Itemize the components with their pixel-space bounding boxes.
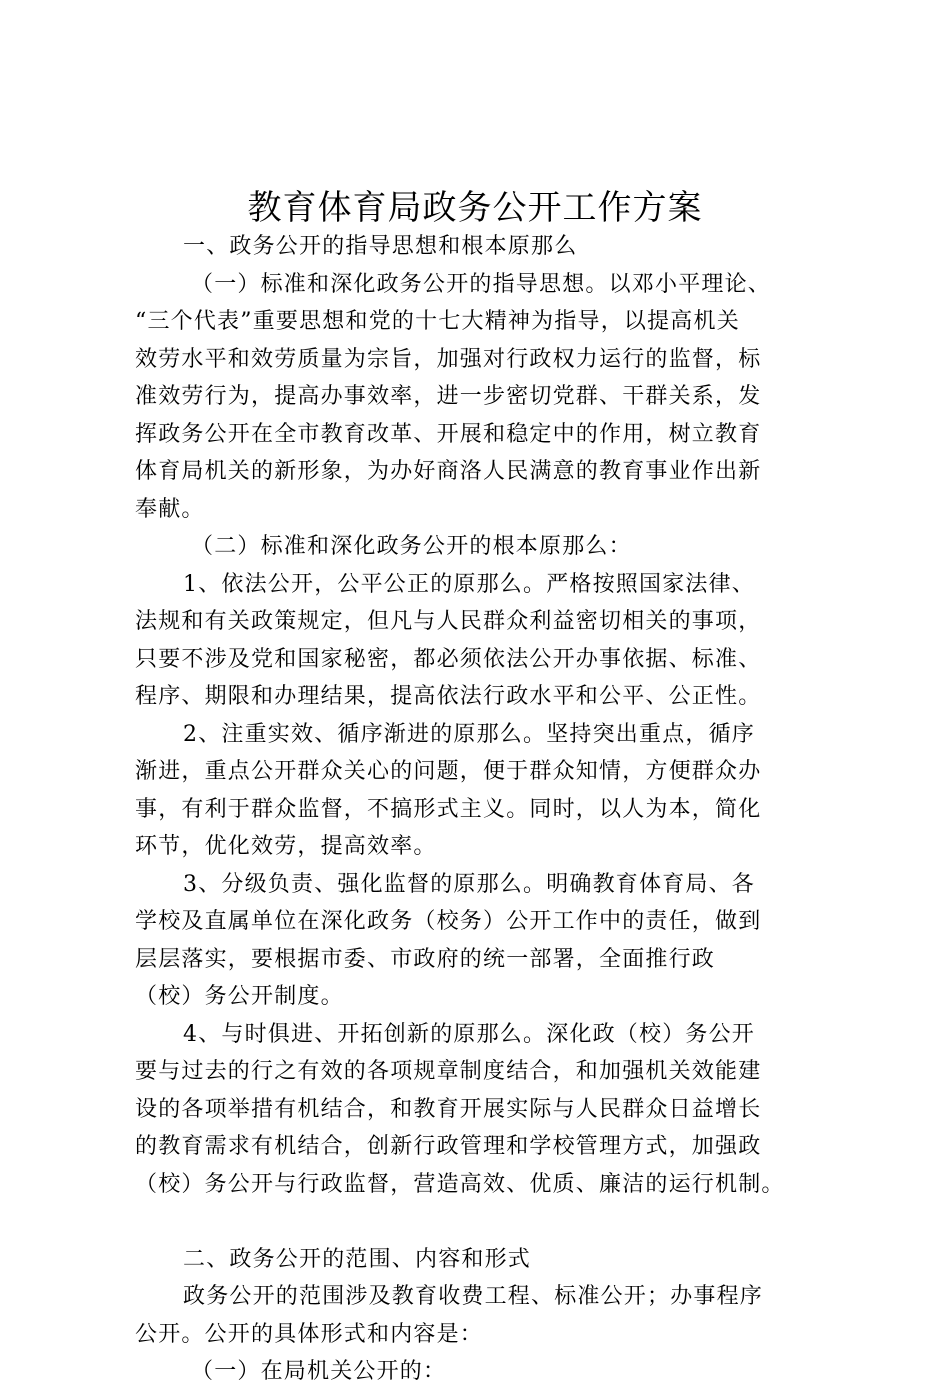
subsection-heading: （二）标准和深化政务公开的根本原那么：: [191, 534, 632, 559]
paragraph-line: 程序、期限和办理结果，提高依法行政水平和公平、公正性。: [135, 684, 762, 709]
paragraph-line: 渐进，重点公开群众关心的问题，便于群众知情，方便群众办: [135, 759, 762, 784]
paragraph-line: 法规和有关政策规定，但凡与人民群众利益密切相关的事项，: [135, 609, 762, 634]
blank-line: [135, 1203, 835, 1241]
paragraph-line: 的教育需求有机结合，创新行政管理和学校管理方式，加强政: [135, 1134, 762, 1159]
subsection-heading: （一）标准和深化政务公开的指导思想。以邓小平理论、: [191, 271, 772, 297]
paragraph-line: 政务公开的范围涉及教育收费工程、标准公开；办事程序: [183, 1284, 764, 1309]
paragraph-line: 层层落实，要根据市委、市政府的统一部署，全面推行政: [135, 946, 716, 972]
list-item-line: 3、分级负责、强化监督的原那么。明确教育体育局、各: [183, 871, 755, 897]
section-heading: 二、政务公开的范围、内容和形式: [183, 1246, 532, 1272]
subsection-heading: （一）在局机关公开的：: [191, 1359, 447, 1384]
paragraph-line: 挥政务公开在全市教育改革、开展和稳定中的作用，树立教育: [135, 421, 762, 447]
section-heading: 一、政务公开的指导思想和根本原那么: [183, 234, 578, 259]
paragraph-line: 要与过去的行之有效的各项规章制度结合，和加强机关效能建: [135, 1059, 762, 1084]
paragraph-line: 事，有利于群众监督，不搞形式主义。同时，以人为本，简化: [135, 796, 762, 822]
document-title: 教育体育局政务公开工作方案: [247, 188, 703, 228]
paragraph-line: 学校及直属单位在深化政务（校务）公开工作中的责任，做到: [135, 909, 762, 934]
list-item-line: 4、与时俱进、开拓创新的原那么。深化政（校）务公开: [183, 1021, 755, 1047]
list-item-line: 2、注重实效、循序渐进的原那么。坚持突出重点，循序: [183, 721, 755, 747]
paragraph-line: “三个代表”重要思想和党的十七大精神为指导，以提高机关: [135, 309, 740, 334]
list-item-line: 1、依法公开，公平公正的原那么。严格按照国家法律、: [183, 571, 755, 597]
paragraph-line: 准效劳行为，提高办事效率，进一步密切党群、干群关系，发: [135, 384, 762, 409]
paragraph-line: 体育局机关的新形象，为办好商洛人民满意的教育事业作出新: [135, 459, 762, 484]
document-body: [135, 228, 835, 1391]
paragraph-line: （校）务公开制度。: [135, 984, 344, 1009]
paragraph-line: 只要不涉及党和国家秘密，都必须依法公开办事依据、标准、: [135, 646, 762, 672]
paragraph-line: 环节，优化效劳，提高效率。: [135, 834, 437, 859]
paragraph-line: 奉献。: [135, 496, 205, 522]
paragraph-line: 公开。公开的具体形式和内容是：: [135, 1321, 484, 1347]
paragraph-line: （校）务公开与行政监督，营造高效、优质、廉洁的运行机制。: [135, 1171, 785, 1197]
paragraph-line: 效劳水平和效劳质量为宗旨，加强对行政权力运行的监督，标: [135, 346, 762, 372]
paragraph-line: 设的各项举措有机结合，和教育开展实际与人民群众日益增长: [135, 1096, 762, 1122]
